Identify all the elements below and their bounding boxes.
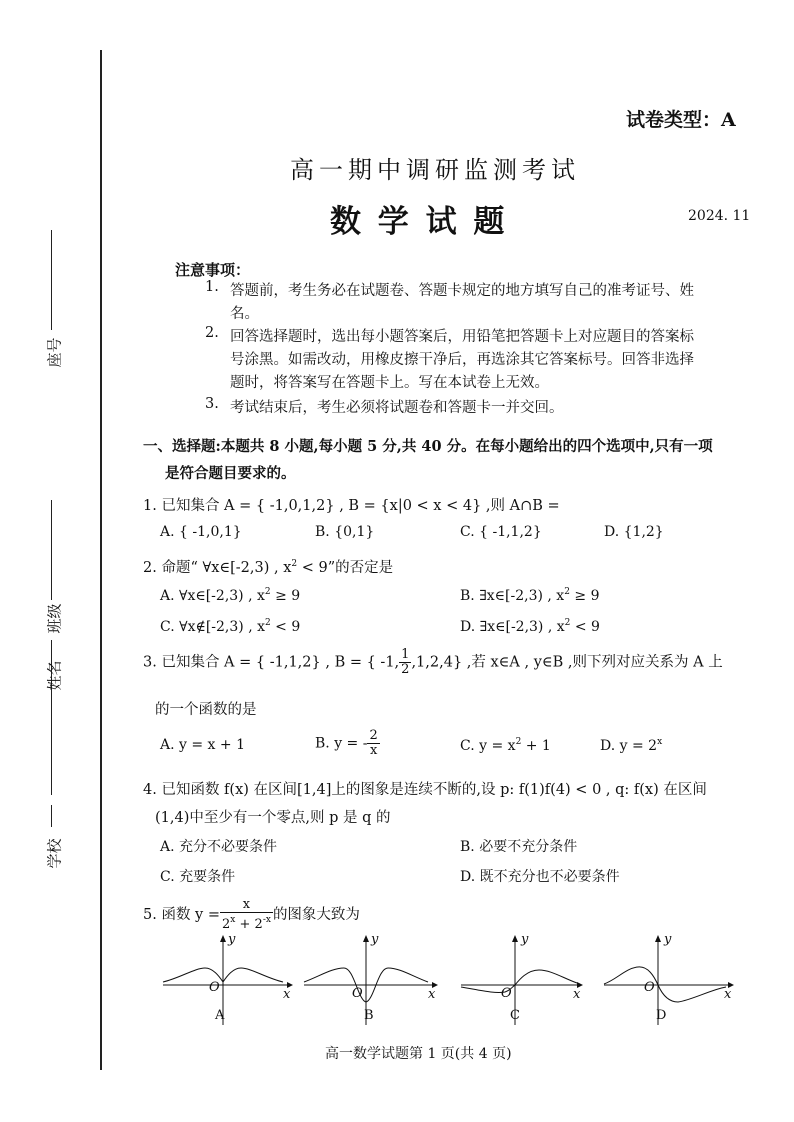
q1-option-d: D. {1,2} <box>604 524 664 540</box>
subject-title: 数 学 试 题 <box>330 204 508 240</box>
notice-3-num: 3. <box>205 396 219 412</box>
graph-c-y: y <box>521 932 529 947</box>
q4-stem-line2: (1,4)中至少有一个零点,则 p 是 q 的 <box>155 810 391 826</box>
seat-underline <box>51 230 52 330</box>
q2-option-b: B. ∃x∈[-2,3) , $x^2 \ge 9$ <box>460 587 600 604</box>
notice-1-num: 1. <box>205 279 219 295</box>
q3-stem: 3. 已知集合 A = { -1,1,2} , B = { -1, $\frac{1}{2}$ ,1,2,4} ,若 x∈A , y∈B ,则下列对应关系为 A 上 <box>143 647 723 677</box>
name-label: 姓名 <box>45 660 64 691</box>
q4-option-c: C. 充要条件 <box>160 869 236 885</box>
q5-graph-c <box>455 930 595 1030</box>
q3-fraction: $\frac{1}{2}$ <box>401 647 410 677</box>
q2-option-d: D. ∃x∈[-2,3) , $x^2 < 9$ <box>460 618 600 635</box>
graph-b-y: y <box>371 932 379 947</box>
graph-a-letter: A <box>215 1008 225 1023</box>
school-label: 学校 <box>45 838 64 869</box>
graph-b-origin: O <box>352 986 363 1001</box>
q3-option-a: A. y = x + 1 <box>160 737 245 753</box>
q4-stem-line1: 4. 已知函数 f(x) 在区间[1,4]上的图象是连续不断的,设 p: f(1)f(4) < 0 , q: f(x) 在区间 <box>143 782 707 798</box>
graph-c-origin: O <box>501 986 512 1001</box>
notice-2-num: 2. <box>205 325 219 341</box>
q2-stem: 2. 命题“ ∀x∈[-2,3) , $x^2 < 9$”的否定是 <box>143 559 394 576</box>
school-field <box>36 805 66 905</box>
graph-c-letter: C <box>510 1008 520 1023</box>
q4-option-b: B. 必要不充分条件 <box>460 839 578 855</box>
exam-title: 高一期中调研监测考试 <box>290 156 580 184</box>
class-field <box>36 500 66 660</box>
graph-b-x: x <box>428 987 436 1002</box>
page-footer: 高一数学试题第 1 页(共 4 页) <box>325 1046 512 1062</box>
q1-stem: 1. 已知集合 A = { -1,0,1,2} , B = {x|0 < x < 4} ,则 A∩B = <box>143 498 560 514</box>
q5-graph-d <box>600 930 740 1030</box>
q4-option-a: A. 充分不必要条件 <box>160 839 278 855</box>
q3-option-d: D. $y = 2^x$ <box>600 737 663 754</box>
notice-2-line1: 回答选择题时，选出每小题答案后，用铅笔把答题卡上对应题目的答案标 <box>230 329 694 345</box>
graph-a-x: x <box>283 987 291 1002</box>
class-underline <box>51 500 52 600</box>
name-underline <box>51 695 52 795</box>
q3-stem-line2: 的一个函数的是 <box>155 702 257 718</box>
graph-d-x: x <box>724 987 732 1002</box>
class-label: 班级 <box>45 603 64 634</box>
q5-graph-a <box>155 930 295 1030</box>
name-field <box>36 645 66 805</box>
q1-option-c: C. { -1,1,2} <box>460 524 542 540</box>
graph-d-origin: O <box>644 980 655 995</box>
q5-graph-b <box>300 930 440 1030</box>
graph-d-y: y <box>664 932 672 947</box>
q5-fraction: $\frac{x}{2^x + 2^{-x}}$ <box>222 897 271 932</box>
binding-line <box>100 50 102 1070</box>
q2-option-a: A. ∀x∈[-2,3) , $x^2 \ge 9$ <box>160 587 301 604</box>
graph-b-letter: B <box>364 1008 374 1023</box>
seat-label: 座号 <box>45 337 64 368</box>
graph-a-origin: O <box>209 980 220 995</box>
notice-2-line2: 号涂黑。如需改动，用橡皮擦干净后，再选涂其它答案标号。回答非选择 <box>230 352 694 368</box>
section1-line1: 一、选择题:本题共 8 小题,每小题 5 分,共 40 分。在每小题给出的四个选项中,只有一项 <box>143 438 713 455</box>
seat-field <box>36 230 66 380</box>
notice-1-line1: 答题前，考生务必在试题卷、答题卡规定的地方填写自己的准考证号、姓 <box>230 283 694 299</box>
q3-option-b: B. y = - $\frac{2}{x}$ <box>315 728 378 758</box>
graph-a-plot <box>155 930 295 1030</box>
q4-option-d: D. 既不充分也不必要条件 <box>460 869 620 885</box>
graph-d-letter: D <box>656 1008 667 1023</box>
graph-c-x: x <box>573 987 581 1002</box>
q3-option-c: C. $y = x^2 + 1$ <box>460 737 551 754</box>
notice-2-line3: 题时，将答案写在答题卡上。写在本试卷上无效。 <box>230 375 549 391</box>
notice-3-line1: 考试结束后，考生必须将试题卷和答题卡一并交回。 <box>230 400 564 416</box>
graph-a-y: y <box>228 932 236 947</box>
q1-option-b: B. {0,1} <box>315 524 375 540</box>
q1-option-a: A. { -1,0,1} <box>160 524 242 540</box>
section1-line2: 是符合题目要求的。 <box>165 465 296 482</box>
notice-1-line2: 名。 <box>230 306 259 322</box>
notice-heading: 注意事项： <box>175 261 251 279</box>
paper-type: 试卷类型：A <box>626 109 736 131</box>
q5-stem: 5. 函数 y = $\frac{x}{2^x + 2^{-x}}$ 的图象大致为 <box>143 897 360 932</box>
exam-date: 2024. 11 <box>688 208 751 224</box>
school-underline <box>51 805 52 827</box>
q2-option-c: C. ∀x∉[-2,3) , $x^2 < 9$ <box>160 618 301 635</box>
